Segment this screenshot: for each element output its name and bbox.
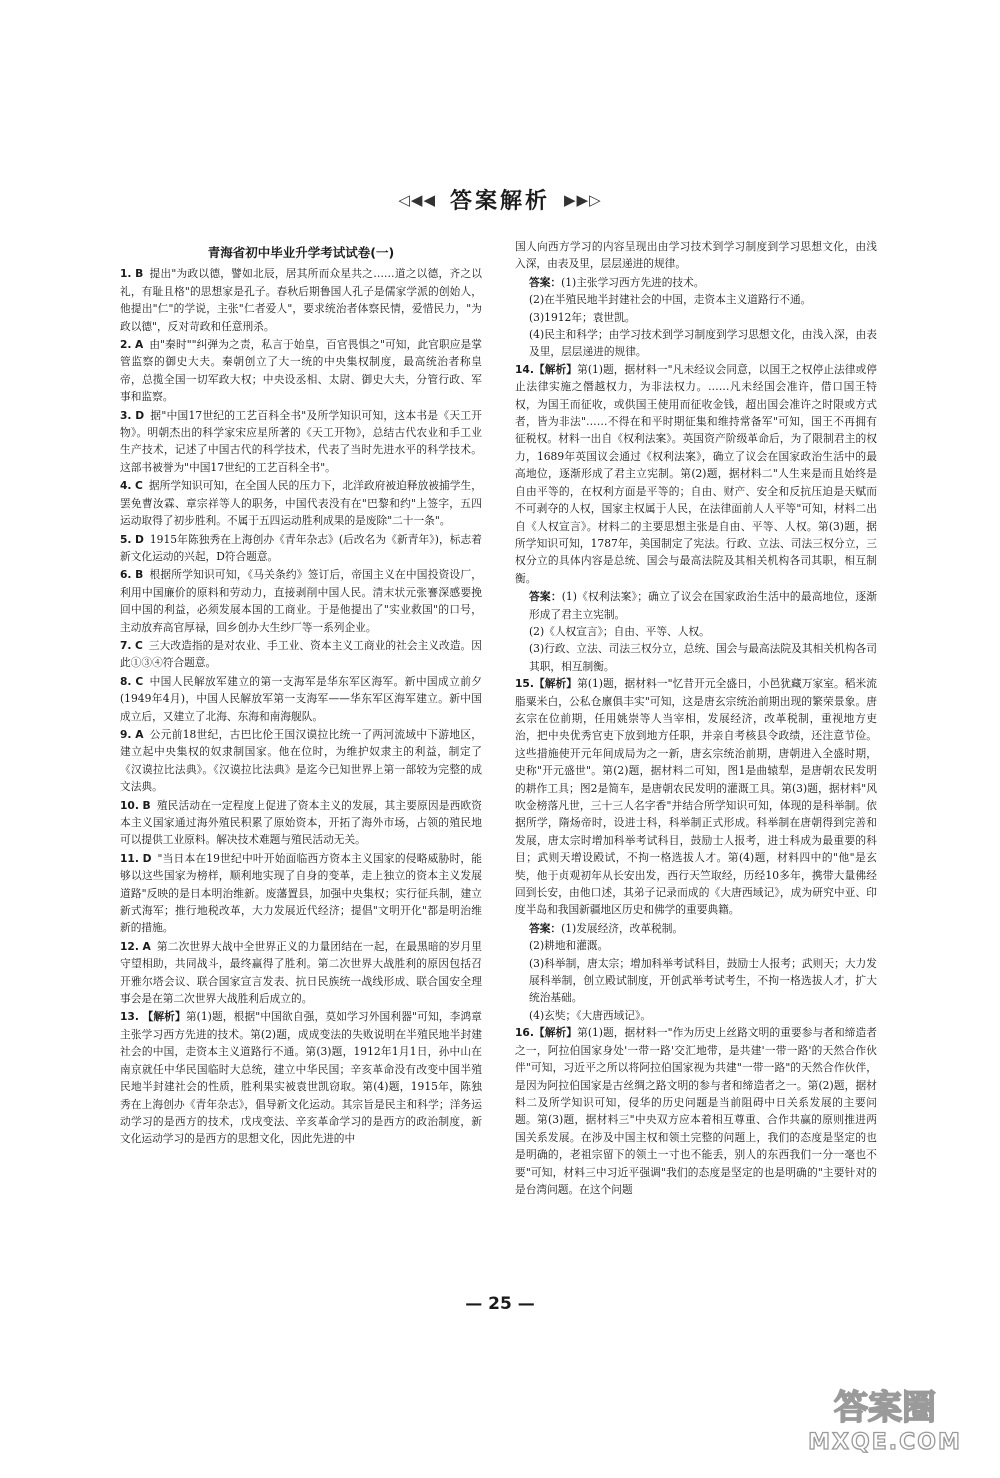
item-text: (3)1912年；袁世凯。 — [529, 310, 636, 324]
item-number: 16. — [515, 1026, 534, 1040]
item-answer: C — [134, 638, 143, 652]
answer-paragraph — [529, 326, 877, 361]
right-column — [515, 238, 877, 1478]
answer-paragraph — [529, 955, 877, 1007]
answer-item — [120, 566, 482, 636]
answer-paragraph — [529, 640, 877, 675]
item-number: 7. — [120, 638, 132, 652]
watermark-icon — [790, 1377, 980, 1457]
item-text: 据所学知识可知，在全国人民的压力下，北洋政府被迫释放被捕学生，罢免曹汝霖、章宗祥等人的职务，中国代表没有在"巴黎和约"上签字，五四运动取得了初步胜利。不属于五四运动胜利成果的是废除"二十一条"。 — [120, 479, 482, 528]
item-number: 15. — [515, 677, 534, 691]
answer-paragraph — [529, 309, 877, 326]
answer-item — [515, 1024, 877, 1198]
item-answer: B — [142, 798, 151, 812]
item-tag: 答案： — [529, 275, 562, 289]
item-text: 根据所学知识可知，《马关条约》签订后，帝国主义在中国投资设厂，利用中国廉价的原料和劳动力，直接剥削中国人民。清末状元张謇深感要挽回中国的利益，必须发展本国的工商业。于是他提出了"实业救国"的口号，主动放弃高官厚禄，回乡创办大生纱厂等一系列企业。 — [120, 568, 482, 634]
answer-item — [515, 361, 877, 587]
answer-paragraph — [529, 920, 877, 937]
answer-item — [515, 675, 877, 919]
answer-paragraph — [529, 1007, 877, 1024]
answer-item — [120, 850, 482, 937]
item-number: 2. — [120, 338, 132, 352]
item-text: 国人向西方学习的内容呈现出由学习技术到学习制度到学习思想文化，由浅入深，由表及里，层层递进的规律。 — [515, 240, 877, 271]
item-text: 由"秦时""纠弹为之责，私言于始皇，百官畏惧之"可知，此官职应是掌管监察的御史大夫。秦朝创立了大一统的中央集权制度，最高统治者称皇帝，总揽全国一切军政大权；中央设丞相、太尉、御史大夫，分管行政、军事和监察。 — [120, 338, 482, 404]
item-text: 据"中国17世纪的工艺百科全书"及所学知识可知，这本书是《天工开物》。明朝杰出的科学家宋应星所著的《天工开物》，总结古代农业和手工业生产技术，记述了中国古代的科学技术，代表了当时先进水平的科学技术。这部书被誉为"中国17世纪的工艺百科全书"。 — [120, 408, 482, 474]
left-arrows-icon: ◁◀◀ — [398, 190, 436, 209]
answer-paragraph — [529, 291, 877, 308]
item-number: 4. — [120, 479, 132, 493]
item-text: 1915年陈独秀在上海创办《青年杂志》(后改名为《新青年》)，标志着新文化运动的兴起，D符合题意。 — [120, 532, 482, 563]
answer-item — [120, 1008, 482, 1147]
item-tag: 答案： — [529, 921, 562, 935]
item-answer: C — [135, 674, 144, 688]
item-number: 8. — [120, 674, 132, 688]
item-text: 第(1)题，据材料一"凡未经议会同意，以国王之权停止法律或停止法律实施之僭越权力，为非法权力。……凡未经国会准许，借口国王特权，为国王而征收，或供国王使用而征收金钱，超出国会准许之时限或方式者，皆为非法"……不得在和平时期征集和维持常备军"可知，国王不再拥有征税权。材料一出自《权利法案》。英国资产阶级革命后，为了限制君主的权力，1689年英国议会通过《权利法案》，确立了议会在国家政治生活中的最高地位，逐渐形成了君主立宪制。第(2)题，据材料二"人生来是而且始终是自由平等的，在权利方面是平等的；自由、财产、安全和反抗压迫是天赋而不可剥夺的人权，国家主权属于人民，在法律面前人人平等"可知，材料二出自《人权宣言》。材料二的主要思想主张是自由、平等、人权。第(3)题，据所学知识可知，1787年，美国制定了宪法。行政、立法、司法三权分立，三权分立的具体内容是总统、国会与最高法院及其相关机构各司其职，相互制衡。 — [515, 362, 877, 585]
item-answer: A — [135, 727, 144, 741]
item-answer: B — [135, 568, 144, 582]
item-number: 9. — [120, 727, 132, 741]
item-answer: D — [135, 408, 145, 422]
item-answer: A — [142, 939, 151, 953]
answer-item — [120, 726, 482, 796]
item-answer: C — [134, 479, 143, 493]
answer-item — [120, 336, 482, 406]
answer-item — [120, 637, 482, 672]
item-answer: D — [142, 851, 152, 865]
item-tag: 【解析】 — [142, 1010, 186, 1024]
item-text: 提出"为政以德，譬如北辰，居其所而众星共之……道之以德，齐之以礼，有耻且格"的思想家是孔子。春秋后期鲁国人孔子是儒家学派的创始人，他提出"仁"的学说，主张"仁者爱人"，要求统治者体察民情，爱惜民力，"为政以德"，反对苛政和任意刑杀。 — [120, 267, 482, 333]
item-number: 14. — [515, 362, 534, 376]
answer-paragraph — [515, 238, 877, 273]
answer-paragraph — [529, 274, 877, 291]
item-text: 第(1)题，据材料一"忆昔开元全盛日，小邑犹藏万家室。稻米流脂粟米白，公私仓廪俱丰实"可知，这是唐玄宗统治前期出现的繁荣景象。唐玄宗在位前期，任用姚崇等人当宰相，发展经济，改革税制，重视地方吏治，把中央优秀官吏下放到地方任职，并亲自考核县令政绩，还注意节俭。这些措施使开元年间成局为之一新，唐玄宗统治前期，唐朝进入全盛时期，史称"开元盛世"。第(2)题，据材料二可知，图1是曲辕犁，是唐朝农民发明的耕作工具；图2是简车，是唐朝农民发明的灌溉工具。第(3)题，据材料"风吹金榜落凡世，三十三人名字香"并结合所学知识可知，体现的是科举制。依据所学，隋炀帝时，设进士科，科举制正式形成。科举制在唐朝得到完善和发展，唐太宗时增加科举考试科目，鼓励士人报考，进士科成为最重要的科目；武则天增设殿试，不拘一格选拔人才。第(4)题，材料四中的"他"是玄奘，他于贞观初年从长安出发，西行天竺取经，历经10多年，携带大量佛经回到长安，由他口述，其弟子记录而成的《大唐西域记》，成为研究中亚、印度半岛和我国新疆地区历史和佛学的重要典籍。 — [515, 677, 877, 917]
item-text: (1)发展经济，改革税制。 — [561, 921, 684, 935]
item-text: (4)玄奘；《大唐西域记》。 — [529, 1008, 652, 1022]
item-answer: B — [135, 267, 144, 281]
item-text: (1)《权利法案》；确立了议会在国家政治生活中的最高地位，逐渐形成了君主立宪制。 — [529, 590, 877, 621]
answer-paragraph — [529, 937, 877, 954]
item-text: (3)行政、立法、司法三权分立，总统、国会与最高法院及其相关机构各司其职，相互制衡。 — [529, 642, 877, 673]
item-number: 13. — [120, 1010, 139, 1024]
item-number: 6. — [120, 568, 132, 582]
item-tag: 【解析】 — [533, 677, 578, 691]
right-answer-list — [515, 238, 877, 1198]
item-tag: 答案： — [529, 590, 562, 604]
item-number: 1. — [120, 267, 132, 281]
item-text: (2)《人权宣言》；自由、平等、人权。 — [529, 624, 710, 638]
watermark-bottom: MXQE.COM — [808, 1430, 962, 1455]
item-number: 10. — [120, 798, 139, 812]
watermark-top: 答案圈 — [834, 1388, 936, 1428]
answer-item — [120, 673, 482, 725]
item-text: (4)民主和科学；由学习技术到学习制度到学习思想文化，由浅入深，由表及里，层层递进的规律。 — [529, 328, 877, 359]
item-answer: A — [135, 338, 144, 352]
left-answer-list — [120, 265, 482, 1147]
item-text: "当日本在19世纪中叶开始面临西方资本主义国家的侵略威胁时，能够以这些国家为榜样，顺利地实现了自身的变革，走上独立的资本主义发展道路"反映的是日本明治维新。废藩置县，加强中央集权；实行征兵制，建立新式海军；推行地税改革，大力发展近代经济；提倡"文明开化"都是明治维新的措施。 — [120, 851, 482, 935]
item-text: 三大改造指的是对农业、手工业、资本主义工商业的社会主义改造。因此①③④符合题意。 — [120, 638, 482, 670]
answer-item — [120, 797, 482, 849]
answer-item — [120, 407, 482, 477]
item-text: 殖民活动在一定程度上促进了资本主义的发展，其主要原因是西欧资本主义国家通过海外殖民积累了原始资本，开拓了海外市场，占领的殖民地可以提供工业原料。解决技术难题与殖民活动无关。 — [120, 798, 482, 847]
item-text: 中国人民解放军建立的第一支海军是华东军区海军。新中国成立前夕(1949年4月)，中国人民解放军第一支海军——华东军区海军建立。新中国成立后，又建立了北海、东海和南海舰队。 — [120, 674, 482, 723]
item-number: 5. — [120, 532, 132, 546]
item-tag: 【解析】 — [533, 362, 578, 376]
answer-item — [120, 938, 482, 1008]
page-number: — 25 — — [465, 1294, 535, 1314]
item-text: (1)主张学习西方先进的技术。 — [561, 275, 705, 289]
item-answer: D — [135, 532, 144, 546]
item-tag: 【解析】 — [533, 1026, 578, 1040]
item-text: 公元前18世纪，古巴比伦王国汉谟拉比统一了两河流域中下游地区，建立起中央集权的奴隶制国家。他在位时，为维护奴隶主的利益，制定了《汉谟拉比法典》。《汉谟拉比法典》是迄今已知世界上第一部较为完整的成文法典。 — [120, 727, 482, 794]
item-text: (2)在半殖民地半封建社会的中国，走资本主义道路行不通。 — [529, 293, 812, 307]
answer-item — [120, 531, 482, 566]
section-title: 答案解析 — [449, 189, 550, 214]
item-number: 3. — [120, 408, 132, 422]
answer-paragraph — [529, 623, 877, 640]
item-text: 第(1)题，据材料一"作为历史上丝路文明的重要参与者和缔造者之一，阿拉伯国家身处'一带一路'交汇地带，是共建'一带一路'的天然合作伙伴"可知，习近平之所以将阿拉伯国家视为共建"一带一路"的天然合作伙伴，是因为阿拉伯国家是古丝绸之路文明的参与者和缔造者之一。第(2)题，据材料二及所学知识可知，侵华的历史问题是当前阻碍中日关系发展的主要问题。第(3)题，据材料三"中央双方应本着相互尊重、合作共赢的原则推进两国关系发展。在涉及中国主权和领土完整的问题上，我们的态度是坚定的也是明确的，老祖宗留下的领土一寸也不能丢，别人的东西我们一分一毫也不要"可知，材料三中习近平强调"我们的态度是坚定的也是明确的"主要针对的是台湾问题。在这个问题 — [515, 1026, 877, 1196]
item-number: 12. — [120, 939, 139, 953]
item-text: (3)科举制，唐太宗；增加科举考试科目，鼓励士人报考；武则天；大力发展科举制，创立殿试制度，开创武举考试考生，不拘一格选拔人才，扩大统治基础。 — [529, 956, 877, 1005]
answer-item — [120, 477, 482, 529]
item-text: 第(1)题，根据"中国欲自强，莫如学习外国利器"可知，李鸿章主张学习西方先进的技术。第(2)题，成成变法的失败说明在半殖民地半封建社会的中国，走资本主义道路行不通。第(3)题，1912年1月1日，孙中山在南京就任中华民国临时大总统，建立中华民国；辛亥革命没有改变中国半殖民地半封建社会的性质，胜利果实被袁世凯窃取。第(4)题，1915年，陈独秀在上海创办《青年杂志》，倡导新文化运动。其宗旨是民主和科学；洋务运动学习的是西方的技术，戊戌变法、辛亥革命学习的是西方的政治制度，新文化运动学习的是西方的思想文化，因此先进的中 — [120, 1010, 482, 1146]
left-column — [120, 238, 482, 1478]
paper-title: 青海省初中毕业升学考试试卷(一) — [207, 245, 395, 260]
section-header — [0, 184, 1000, 215]
watermark-logo — [790, 1377, 980, 1457]
item-text: 第二次世界大战中全世界正义的力量团结在一起，在最黑暗的岁月里守望相助，共同战斗，最终赢得了胜利。第二次世界大战胜利的原因包括召开雅尔塔会议、联合国家宣言发表、抗日民族统一战线形成、联合国安全理事会是在第二次世界大战胜利后成立的。 — [120, 939, 482, 1006]
item-number: 11. — [120, 851, 139, 865]
right-arrows-icon: ▶▶▷ — [564, 190, 602, 209]
item-text: (2)耕地和灌溉。 — [529, 939, 609, 953]
answer-paragraph — [529, 588, 877, 623]
answer-item — [120, 265, 482, 335]
